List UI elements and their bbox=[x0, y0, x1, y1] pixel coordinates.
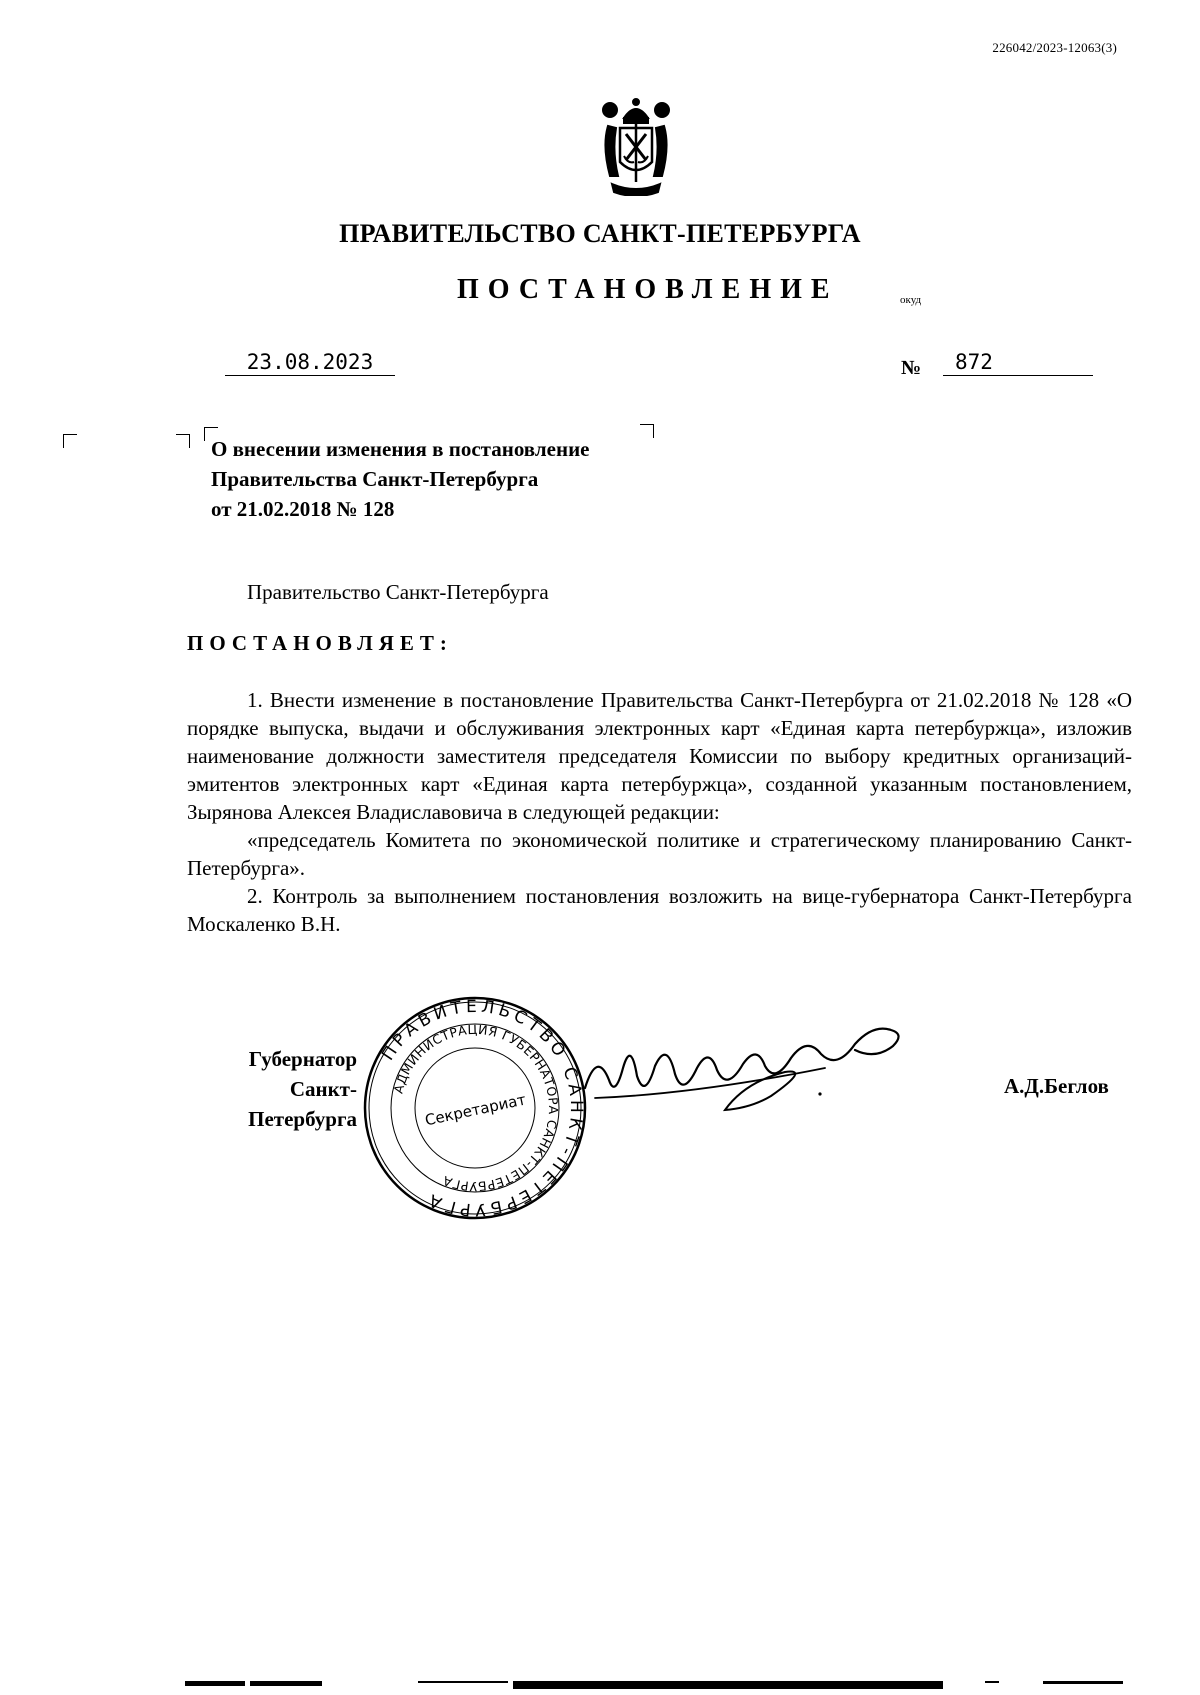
document-number: 872 bbox=[943, 350, 1093, 376]
spb-coat-of-arms-icon bbox=[598, 96, 674, 196]
body-paragraph: 2. Контроль за выполнением постановления возложить на вице-губернатора Санкт-Петербурга Москаленко В.Н. bbox=[187, 884, 1132, 936]
decree-heading: ПОСТАНОВЛЯЕТ: bbox=[187, 631, 453, 655]
signer-position bbox=[187, 1044, 357, 1134]
bracket-top-left bbox=[63, 434, 77, 448]
signer-position-line: Губернатор bbox=[248, 1047, 357, 1071]
handwritten-signature bbox=[575, 1010, 945, 1120]
document-body bbox=[187, 686, 1132, 938]
scan-edge-marks bbox=[0, 1673, 1200, 1695]
intro-text: Правительство Санкт-Петербурга bbox=[247, 580, 549, 604]
signer-position-line: Санкт-Петербурга bbox=[248, 1077, 357, 1131]
okud-label: окуд bbox=[900, 294, 922, 306]
document-subject bbox=[211, 434, 590, 524]
body-paragraph: «председатель Комитета по экономической политике и стратегическому планированию Санкт-Петербурга». bbox=[187, 828, 1132, 880]
bracket-subject-right bbox=[640, 424, 654, 438]
document-date: 23.08.2023 bbox=[225, 350, 395, 376]
signer-name: А.Д.Беглов bbox=[1004, 1074, 1109, 1098]
official-stamp bbox=[360, 993, 590, 1223]
svg-text:АДМИНИСТРАЦИЯ ГУБЕРНАТОРА САНК: АДМИНИСТРАЦИЯ ГУБЕРНАТОРА САНКТ-ПЕТЕРБУРГА bbox=[390, 1021, 562, 1195]
number-sign: № bbox=[901, 357, 922, 379]
subject-line: О внесении изменения в постановление bbox=[211, 437, 590, 461]
svg-text:ПРАВИТЕЛЬСТВО САНКТ-ПЕТЕРБУРГА: ПРАВИТЕЛЬСТВО САНКТ-ПЕТЕРБУРГА bbox=[378, 996, 587, 1220]
body-paragraph: 1. Внести изменение в постановление Правительства Санкт-Петербурга от 21.02.2018 № 128 «О порядке выпуска, выдачи и обслуживания электронных карт «Единая карта петербуржца», изложив наименование должности заместителя председателя Комиссии по выбору кредитных организаций-эмитентов электронных карт «Единая карта петербуржца», созданной указанным постановлением, Зырянова Алексея Владиславовича в следующей редакции: bbox=[187, 688, 1132, 824]
bracket-top-right bbox=[176, 434, 190, 448]
svg-text:Секретариат: Секретариат bbox=[423, 1090, 528, 1130]
organization-title: ПРАВИТЕЛЬСТВО САНКТ-ПЕТЕРБУРГА bbox=[339, 219, 861, 248]
registration-number: 226042/2023-12063(3) bbox=[992, 40, 1117, 55]
document-type: ПОСТАНОВЛЕНИЕ bbox=[457, 274, 839, 305]
subject-line: Правительства Санкт-Петербурга bbox=[211, 467, 539, 491]
subject-line: от 21.02.2018 № 128 bbox=[211, 497, 395, 521]
